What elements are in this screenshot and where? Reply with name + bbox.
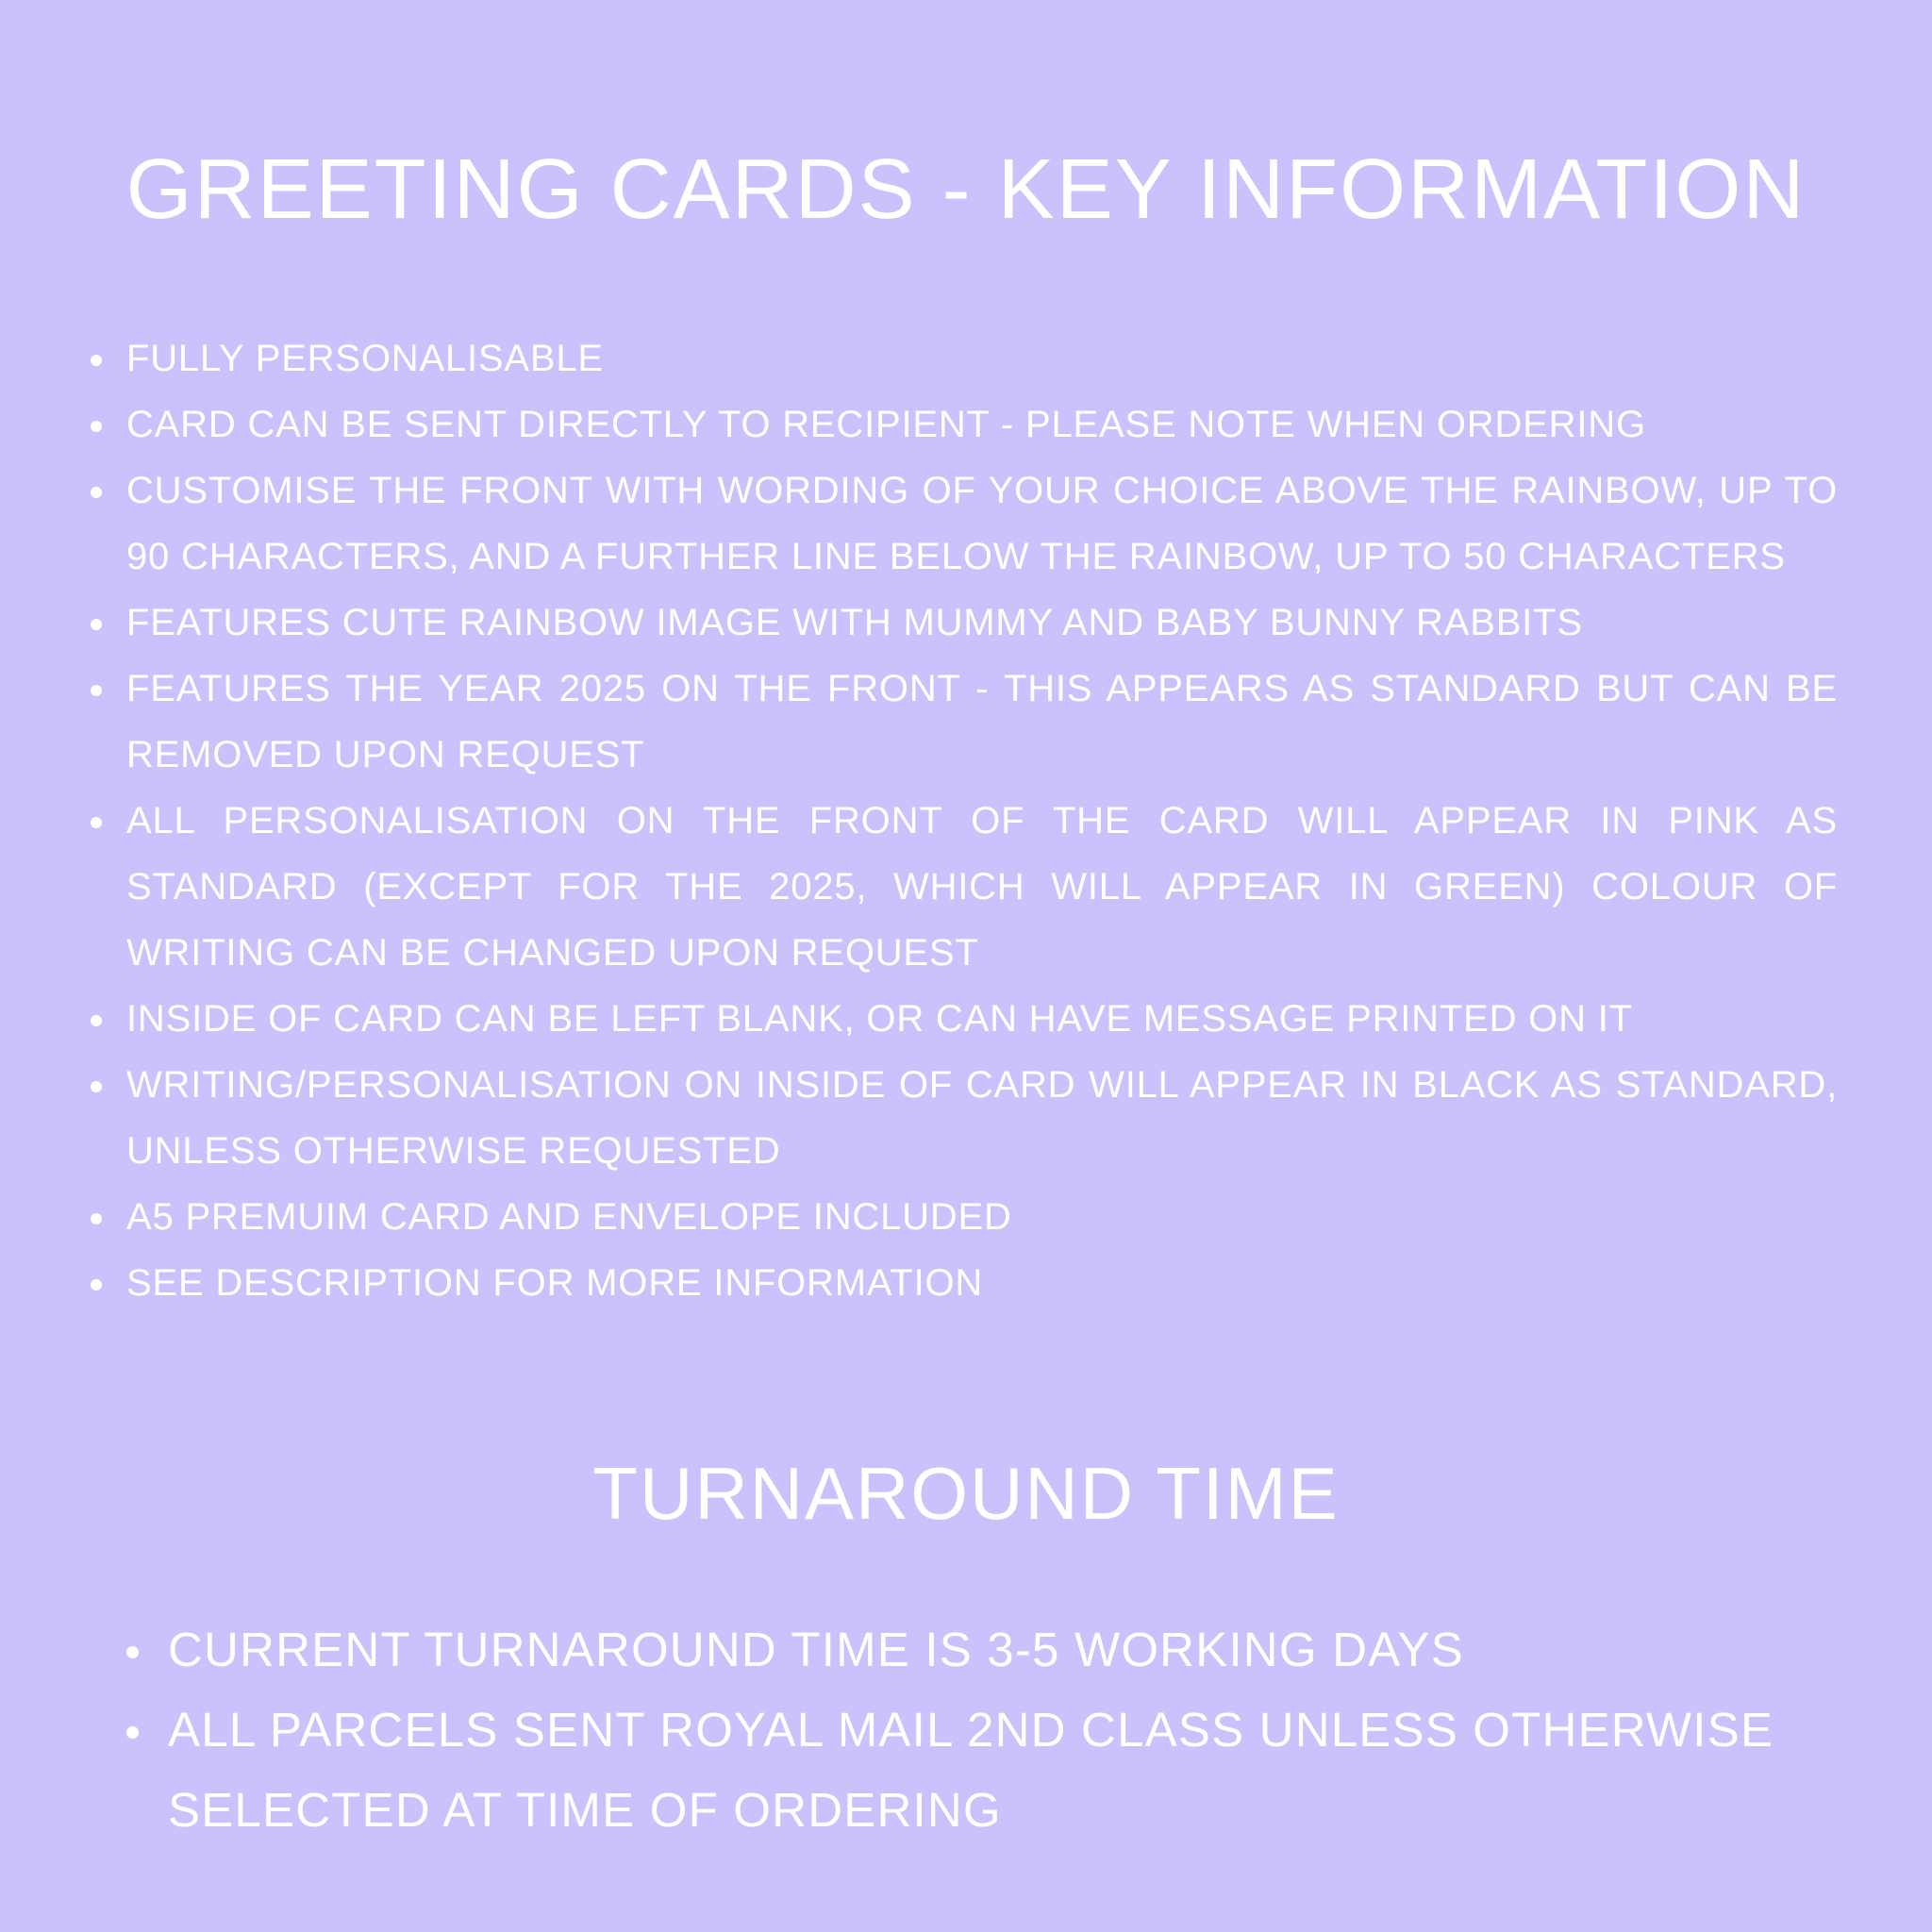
list-item-text: FEATURES CUTE RAINBOW IMAGE WITH MUMMY AND BABY BUNNY RABBITS xyxy=(126,602,1583,643)
key-information-list xyxy=(91,325,1838,1316)
list-item xyxy=(91,458,1838,590)
list-item xyxy=(91,656,1838,788)
bullet-icon xyxy=(91,1081,102,1092)
list-item xyxy=(91,391,1838,458)
bullet-icon xyxy=(91,1015,102,1026)
list-item xyxy=(91,788,1838,986)
list-item xyxy=(126,1609,1862,1690)
list-item-text: A5 PREMUIM CARD AND ENVELOPE INCLUDED xyxy=(126,1196,1012,1238)
turnaround-list xyxy=(126,1609,1862,1850)
page-title: GREETING CARDS - KEY INFORMATION xyxy=(125,142,1807,237)
list-item xyxy=(91,1184,1838,1250)
list-item-text: SEE DESCRIPTION FOR MORE INFORMATION xyxy=(126,1262,984,1304)
list-item xyxy=(91,325,1838,391)
bullet-icon xyxy=(91,355,102,366)
list-item-text: WRITING/PERSONALISATION ON INSIDE OF CARD WILL APPEAR IN BLACK AS STANDARD, UNLESS OTHERWISE REQUESTED xyxy=(126,1064,1838,1172)
list-item-text: CURRENT TURNAROUND TIME IS 3-5 WORKING DAYS xyxy=(168,1623,1464,1676)
bullet-icon xyxy=(91,817,102,828)
list-item xyxy=(126,1690,1862,1850)
list-item-text: CUSTOMISE THE FRONT WITH WORDING OF YOUR CHOICE ABOVE THE RAINBOW, UP TO 90 CHARACTERS, AND A FURTHER LINE BELOW THE RAINBOW, UP TO 50 CHARACTERS xyxy=(126,470,1838,577)
bullet-icon xyxy=(91,685,102,696)
bullet-icon xyxy=(91,1279,102,1291)
list-item-text: ALL PERSONALISATION ON THE FRONT OF THE CARD WILL APPEAR IN PINK AS STANDARD (EXCEPT FOR THE 2025, WHICH WILL APPEAR IN GREEN) COLOUR OF WRITING CAN BE CHANGED UPON REQUEST xyxy=(126,800,1838,974)
list-item-text: ALL PARCELS SENT ROYAL MAIL 2ND CLASS UNLESS OTHERWISE SELECTED AT TIME OF ORDERING xyxy=(168,1703,1774,1837)
bullet-icon xyxy=(126,1726,139,1739)
list-item xyxy=(91,1052,1838,1184)
list-item-text: FULLY PERSONALISABLE xyxy=(126,338,604,379)
list-item xyxy=(91,986,1838,1052)
list-item xyxy=(91,590,1838,656)
list-item xyxy=(91,1250,1838,1316)
bullet-icon xyxy=(126,1646,139,1658)
bullet-icon xyxy=(91,487,102,498)
bullet-icon xyxy=(91,421,102,432)
list-item-text: CARD CAN BE SENT DIRECTLY TO RECIPIENT - PLEASE NOTE WHEN ORDERING xyxy=(126,404,1646,445)
bullet-icon xyxy=(91,619,102,630)
list-item-text: INSIDE OF CARD CAN BE LEFT BLANK, OR CAN HAVE MESSAGE PRINTED ON IT xyxy=(126,998,1633,1040)
bullet-icon xyxy=(91,1213,102,1224)
list-item-text: FEATURES THE YEAR 2025 ON THE FRONT - THIS APPEARS AS STANDARD BUT CAN BE REMOVED UPON REQUEST xyxy=(126,668,1838,775)
turnaround-heading: TURNAROUND TIME xyxy=(592,1452,1340,1535)
